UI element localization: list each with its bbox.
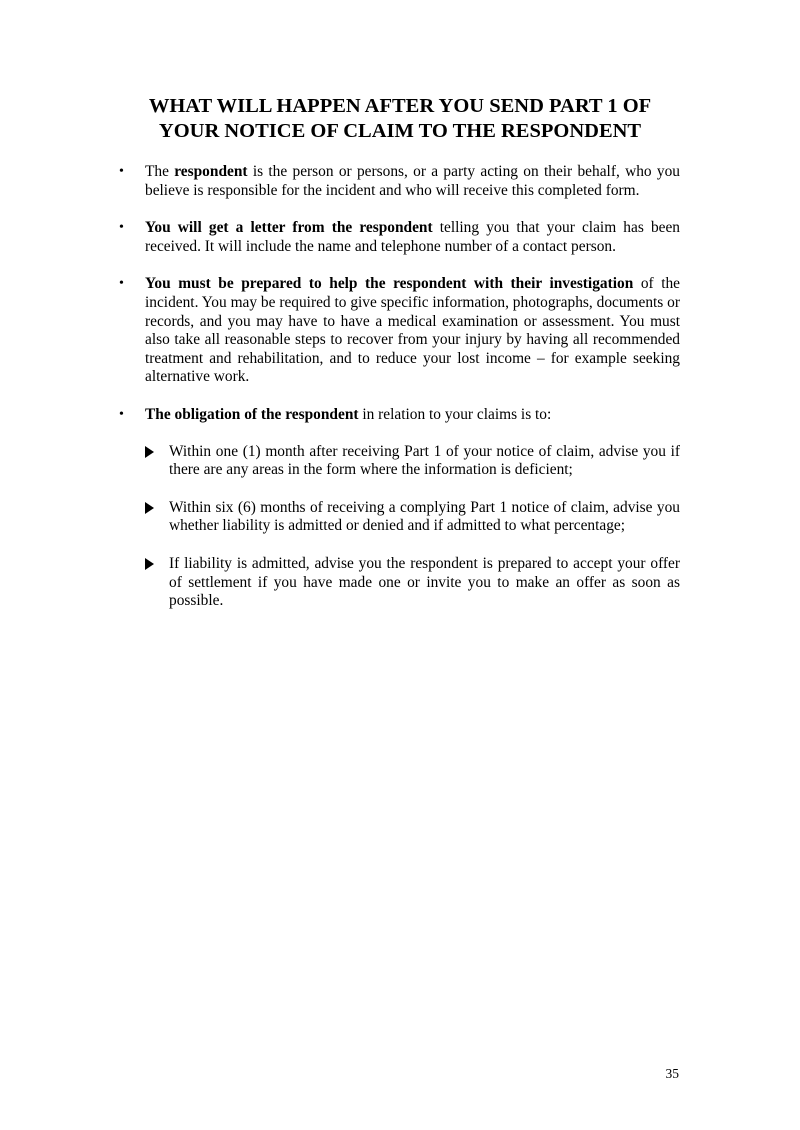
bullet-icon: •	[119, 406, 124, 422]
sublist-item	[169, 499, 680, 536]
title-line-2: YOUR NOTICE OF CLAIM TO THE RESPONDENT	[158, 120, 642, 142]
list-item	[119, 405, 680, 611]
sublist-item	[169, 555, 680, 611]
info-list	[119, 163, 680, 630]
title-line-1: WHAT WILL HAPPEN AFTER YOU SEND PART 1 OF	[148, 95, 652, 117]
item-text-bold: You will get a letter from the respondent	[145, 219, 433, 237]
list-item	[119, 163, 680, 200]
item-text-bold: The obligation of the respondent	[145, 405, 359, 423]
item-text-post: of the incident. You may be required to give specific information, photographs, documents or records, and you may have to have a medical examination or assessment. You must also take all reasonable steps to recover from your injury by having all recommended treatment and rehabilitation, and to reduce your lost income – for example seeking alternative work.	[145, 275, 680, 386]
item-text-post: is the person or persons, or a party acting on their behalf, who you believe is responsible for the incident and who will receive this completed form.	[145, 163, 680, 199]
list-item	[119, 275, 680, 387]
page-title	[100, 94, 700, 144]
sublist-item-text: If liability is admitted, advise you the respondent is prepared to accept your offer of settlement if you have made one or invite you to make an offer as soon as possible.	[169, 554, 680, 610]
item-text-post: in relation to your claims is to:	[358, 405, 552, 423]
right-triangle-icon	[145, 502, 154, 514]
right-triangle-icon	[145, 446, 154, 458]
item-text-bold: You must be prepared to help the respondent with their investigation	[145, 275, 634, 293]
list-item	[119, 219, 680, 256]
bullet-icon: •	[119, 220, 124, 236]
page-number: 35	[665, 1066, 679, 1081]
sublist-item-text: Within one (1) month after receiving Part 1 of your notice of claim, advise you if there are any areas in the form where the information is deficient;	[169, 442, 680, 479]
sublist-item	[169, 443, 680, 480]
bullet-icon: •	[119, 164, 124, 179]
bullet-icon: •	[119, 276, 124, 292]
sublist-item-text: Within six (6) months of receiving a complying Part 1 notice of claim, advise you whether liability is admitted or denied and if admitted to what percentage;	[169, 498, 680, 535]
right-triangle-icon	[145, 558, 154, 570]
item-text-pre: The	[145, 163, 175, 180]
item-text-post: telling you that your claim has been received. It will include the name and telephone number of a contact person.	[145, 219, 680, 255]
item-text-bold: respondent	[174, 163, 248, 180]
obligation-sublist	[145, 443, 680, 611]
